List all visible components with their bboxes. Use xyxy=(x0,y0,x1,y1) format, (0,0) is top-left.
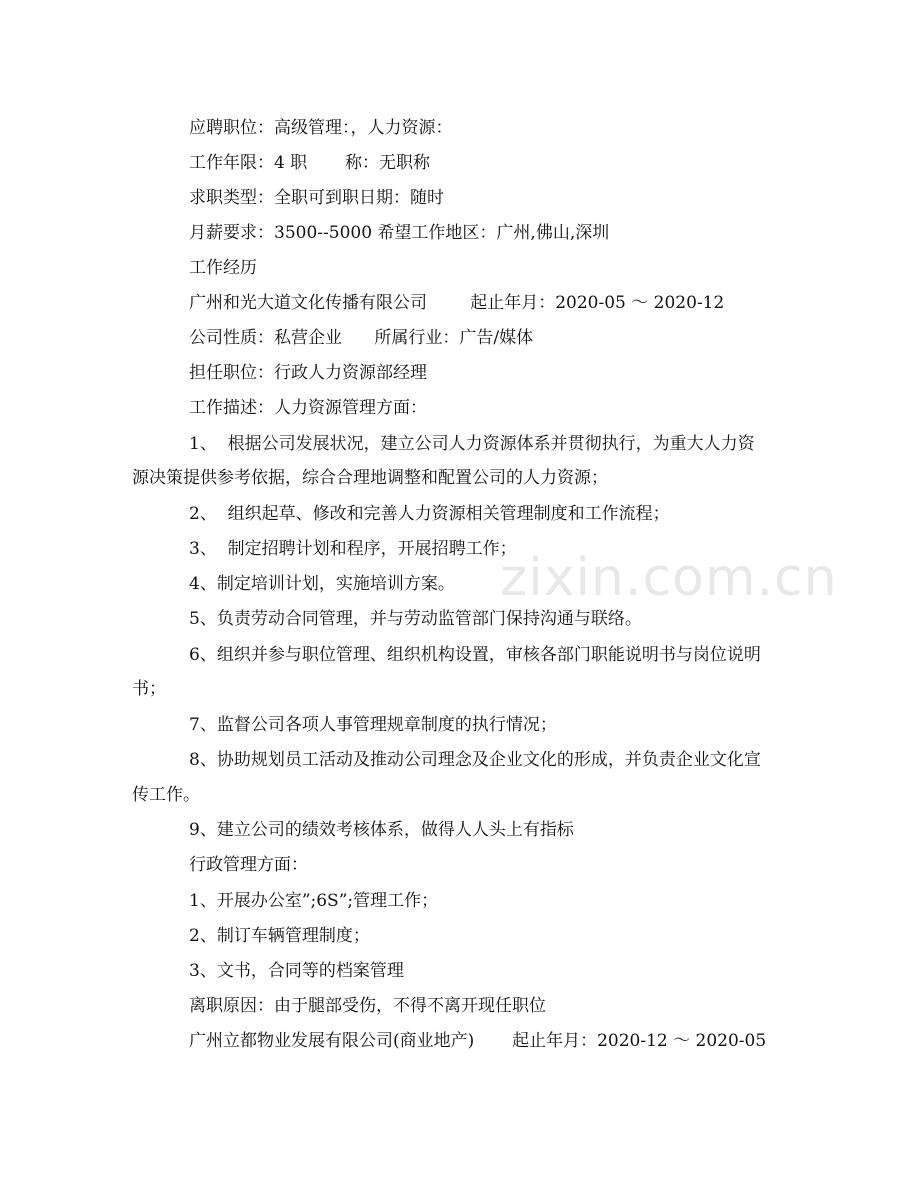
duty-item-7: 7、监督公司各项人事管理规章制度的执行情况； xyxy=(189,715,557,735)
section-heading-work-experience: 工作经历 xyxy=(189,258,257,278)
admin-management-heading: 行政管理方面： xyxy=(189,855,308,875)
company-1-header: 广州和光大道文化传播有限公司 起止年月：2020-05 ～ 2020-12 xyxy=(189,293,725,313)
admin-item-2: 2、制订车辆管理制度； xyxy=(189,926,370,946)
duty-item-6: 6、组织并参与职位管理、组织机构设置，审核各部门职能说明书与岗位说明 xyxy=(189,645,761,665)
duty-item-1-continuation: 源决策提供参考依据，综合合理地调整和配置公司的人力资源； xyxy=(132,468,608,488)
duty-item-6-continuation: 书； xyxy=(132,679,166,699)
watermark: zixin.com.cn xyxy=(500,548,838,608)
admin-item-3: 3、文书，合同等的档案管理 xyxy=(189,961,404,981)
duty-item-5: 5、负责劳动合同管理，并与劳动监管部门保持沟通与联络。 xyxy=(189,609,642,629)
duty-item-8: 8、协助规划员工活动及推动公司理念及企业文化的形成，并负责企业文化宣 xyxy=(189,750,761,770)
company-1-title: 担任职位：行政人力资源部经理 xyxy=(189,363,427,383)
duty-item-4: 4、制定培训计划，实施培训方案。 xyxy=(189,574,455,594)
job-description-heading: 工作描述：人力资源管理方面： xyxy=(189,398,427,418)
leaving-reason: 离职原因：由于腿部受伤，不得不离开现任职位 xyxy=(189,996,546,1016)
duty-item-8-continuation: 传工作。 xyxy=(132,785,200,805)
company-1-nature: 公司性质：私营企业 所属行业：广告/媒体 xyxy=(189,328,534,348)
duty-item-9: 9、建立公司的绩效考核体系，做得人人头上有指标 xyxy=(189,820,574,840)
duty-item-2: 2、 组织起草、修改和完善人力资源相关管理制度和工作流程； xyxy=(189,504,670,524)
duty-item-3: 3、 制定招聘计划和程序，开展招聘工作； xyxy=(189,539,517,559)
admin-item-1: 1、开展办公室”;6S”;管理工作； xyxy=(189,891,439,911)
duty-item-1: 1、 根据公司发展状况，建立公司人力资源体系并贯彻执行，为重大人力资 xyxy=(189,434,755,454)
work-years: 工作年限：4 职 称：无职称 xyxy=(189,153,431,173)
company-2-header: 广州立都物业发展有限公司(商业地产) 起止年月：2020-12 ～ 2020-05 xyxy=(189,1031,767,1051)
job-type: 求职类型：全职可到职日期：随时 xyxy=(189,188,444,208)
position-applied: 应聘职位：高级管理：，人力资源： xyxy=(189,118,453,138)
salary-expectation: 月薪要求：3500--5000 希望工作地区：广州,佛山,深圳 xyxy=(189,223,610,243)
